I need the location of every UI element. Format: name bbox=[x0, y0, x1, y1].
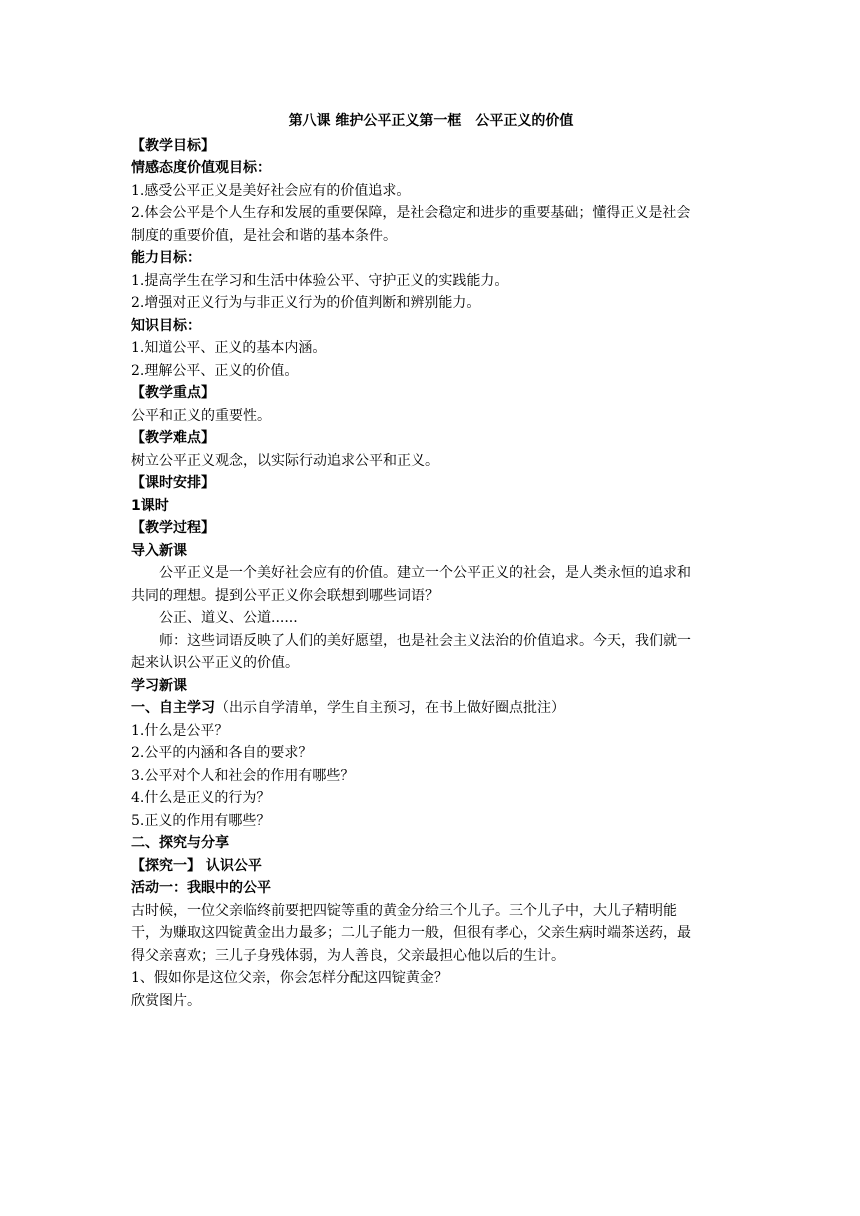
emotion-objective-item: 2.体会公平是个人生存和发展的重要保障，是社会稳定和进步的重要基础；懂得正义是社会 bbox=[131, 205, 691, 221]
question-item: 1.什么是公平？ bbox=[131, 722, 229, 739]
story-line: 干，为赚取这四锭黄金出力最多；二儿子能力一般，但很有孝心，父亲生病时端茶送药，最 bbox=[131, 925, 691, 941]
intro-header: 导入新课 bbox=[131, 542, 187, 559]
intro-paragraph-line: 共同的理想。提到公平正义你会联想到哪些词语？ bbox=[131, 587, 439, 604]
knowledge-objective-item: 1.知道公平、正义的基本内涵。 bbox=[131, 340, 327, 356]
teacher-paragraph-line: 师：这些词语反映了人们的美好愿望，也是社会主义法治的价值追求。今天，我们就一 bbox=[159, 632, 691, 649]
key-points-header: 【教学重点】 bbox=[131, 385, 215, 401]
story-question: 1、假如你是这位父亲，你会怎样分配这四锭黄金？ bbox=[131, 970, 448, 986]
intro-paragraph-line: 公平正义是一个美好社会应有的价值。建立一个公平正义的社会，是人类永恒的追求和 bbox=[159, 565, 691, 581]
objectives-header: 【教学目标】 bbox=[131, 137, 215, 154]
emotion-objectives-header: 情感态度价值观目标： bbox=[131, 160, 271, 176]
schedule-text: 1课时 bbox=[131, 497, 169, 514]
question-item: 5.正义的作用有哪些？ bbox=[131, 812, 271, 829]
schedule-header: 【课时安排】 bbox=[131, 475, 215, 491]
intro-words: 公正、道义、公道...... bbox=[159, 610, 298, 626]
knowledge-objective-item: 2.理解公平、正义的价值。 bbox=[131, 362, 299, 379]
story-line: 得父亲喜欢；三儿子身残体弱，为人善良，父亲最担心他以后的生计。 bbox=[131, 947, 565, 964]
question-item: 4.什么是正义的行为？ bbox=[131, 790, 271, 806]
lesson-title: 第八课 维护公平正义第一框 公平正义的价值 bbox=[288, 113, 574, 129]
ability-objective-item: 2.增强对正义行为与非正义行为的价值判断和辨别能力。 bbox=[131, 295, 481, 311]
question-item: 2.公平的内涵和各自的要求？ bbox=[131, 745, 313, 761]
appreciate-text: 欣赏图片。 bbox=[131, 992, 201, 1009]
teacher-paragraph-line: 起来认识公平正义的价值。 bbox=[131, 655, 299, 671]
self-study-note: （出示自学清单，学生自主预习，在书上做好圈点批注） bbox=[215, 700, 565, 716]
difficulty-header: 【教学难点】 bbox=[131, 430, 215, 446]
explore-one-header: 【探究一】 认识公平 bbox=[131, 857, 262, 874]
new-lesson-header: 学习新课 bbox=[131, 677, 187, 694]
story-line: 古时候，一位父亲临终前要把四锭等重的黄金分给三个儿子。三个儿子中，大儿子精明能 bbox=[131, 902, 677, 919]
question-item: 3.公平对个人和社会的作用有哪些？ bbox=[131, 767, 355, 784]
emotion-objective-item: 1.感受公平正义是美好社会应有的价值追求。 bbox=[131, 182, 411, 199]
document-page bbox=[131, 110, 731, 1012]
explore-header: 二、探究与分享 bbox=[131, 835, 229, 851]
ability-objectives-header: 能力目标： bbox=[131, 250, 201, 266]
knowledge-objectives-header: 知识目标： bbox=[131, 317, 201, 334]
difficulty-text: 树立公平正义观念，以实际行动追求公平和正义。 bbox=[131, 452, 439, 469]
key-points-text: 公平和正义的重要性。 bbox=[131, 407, 271, 424]
ability-objective-item: 1.提高学生在学习和生活中体验公平、守护正义的实践能力。 bbox=[131, 272, 509, 289]
emotion-objective-item: 制度的重要价值，是社会和谐的基本条件。 bbox=[131, 227, 397, 244]
self-study-line bbox=[131, 697, 731, 720]
self-study-label: 一、自主学习 bbox=[131, 700, 215, 716]
activity-one-header: 活动一：我眼中的公平 bbox=[131, 880, 271, 896]
process-header: 【教学过程】 bbox=[131, 520, 215, 536]
